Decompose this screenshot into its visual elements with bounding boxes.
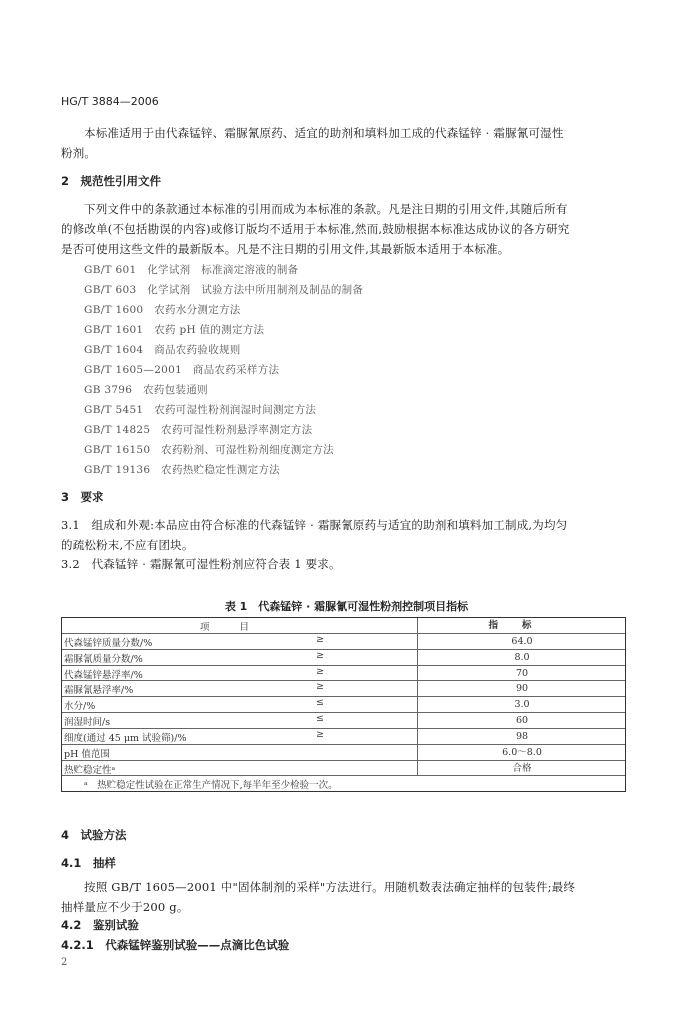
table-row (62, 666, 625, 682)
row-item: 代森锰锌质量分数/% (64, 637, 153, 649)
table-row (62, 729, 625, 745)
row-value: 合格 (417, 761, 626, 776)
table-header-row (62, 618, 625, 634)
row-value: 98 (417, 729, 626, 744)
section-2-para-line-3: 是否可使用这些文件的最新版本。凡是不注日期的引用文件,其最新版本适用于本标准。 (61, 242, 510, 256)
subsection-4-1-heading: 4.1 抽样 (61, 856, 116, 870)
ref-item: GB/T 603 化学试剂 试验方法中所用制剂及制品的制备 (84, 284, 364, 296)
section-2-para-line-2: 的修改单(不包括勘误的内容)或修订版均不适用于本标准,然而,鼓励根据本标准达成协议的各方研究 (61, 222, 570, 236)
table-row (62, 697, 625, 713)
section-4-heading: 4 试验方法 (61, 828, 127, 842)
subsection-4-2-heading: 4.2 鉴别试验 (61, 918, 139, 932)
ref-item: GB/T 19136 农药热贮稳定性测定方法 (84, 464, 280, 476)
row-value: 3.0 (417, 697, 626, 712)
intro-line-2: 粉剂。 (61, 146, 97, 160)
standard-id: HG/T 3884—2006 (61, 95, 159, 108)
row-item: 热贮稳定性ᵃ (64, 764, 116, 776)
row-item: 水分/% (64, 701, 96, 713)
subsection-4-1-line-2: 抽样量应不少于200 g。 (61, 900, 189, 914)
row-value: 64.0 (417, 634, 626, 649)
row-operator: ≥ (316, 681, 324, 693)
row-value: 6.0～8.0 (417, 745, 626, 760)
subsection-4-1-line-1: 按照 GB/T 1605—2001 中"固体制剂的采样"方法进行。用随机数表法确定抽样的包装件;最终 (84, 880, 576, 894)
table-row (62, 634, 625, 650)
ref-item: GB/T 14825 农药可湿性粉剂悬浮率测定方法 (84, 424, 313, 436)
table-row (62, 761, 625, 777)
clause-3-1-line-1: 3.1 组成和外观:本品应由符合标准的代森锰锌 · 霜脲氰原药与适宜的助剂和填料加工制成,为均匀 (61, 518, 568, 532)
table-row (62, 713, 625, 729)
requirements-table (61, 617, 626, 792)
row-item: 霜脲氰悬浮率/% (64, 685, 134, 697)
table-row (62, 745, 625, 761)
ref-item: GB 3796 农药包装通则 (84, 384, 208, 396)
clause-3-1-line-2: 的疏松粉末,不应有团块。 (61, 538, 194, 552)
row-operator: ≥ (316, 665, 324, 677)
ref-item: GB/T 16150 农药粉剂、可湿性粉剂细度测定方法 (84, 444, 334, 456)
row-value: 70 (417, 666, 626, 681)
table-footnote-row (62, 776, 625, 791)
ref-item: GB/T 1601 农药 pH 值的测定方法 (84, 324, 265, 336)
page-number: 2 (61, 957, 68, 968)
ref-item: GB/T 1600 农药水分测定方法 (84, 304, 241, 316)
row-operator: ≥ (316, 633, 324, 645)
table-footnote: ᵃ 热贮稳定性试验在正常生产情况下,每半年至少检验一次。 (84, 780, 338, 792)
row-operator: ≥ (316, 728, 324, 740)
section-3-heading: 3 要求 (61, 490, 104, 504)
header-item: 项目 (199, 622, 279, 633)
row-operator: ≥ (316, 649, 324, 661)
row-item: 霜脲氰质量分数/% (64, 653, 143, 665)
ref-item: GB/T 1605—2001 商品农药采样方法 (84, 364, 280, 376)
section-2-heading: 2 规范性引用文件 (61, 174, 162, 188)
table-row (62, 681, 625, 697)
row-item: pH 值范围 (64, 748, 110, 760)
section-2-para-line-1: 下列文件中的条款通过本标准的引用而成为本标准的条款。凡是注日期的引用文件,其随后所有 (84, 202, 568, 216)
row-operator: ≤ (316, 697, 324, 709)
ref-item: GB/T 1604 商品农药验收规则 (84, 344, 241, 356)
table-caption: 表 1 代森锰锌 · 霜脲氰可湿性粉剂控制项目指标 (224, 600, 469, 613)
row-item: 代森锰锌悬浮率/% (64, 669, 143, 681)
row-value: 90 (417, 681, 626, 696)
clause-3-2: 3.2 代森锰锌 · 霜脲氰可湿性粉剂应符合表 1 要求。 (61, 557, 341, 571)
header-index: 指标 (417, 618, 626, 633)
row-value: 8.0 (417, 650, 626, 665)
table-row (62, 650, 625, 666)
subsection-4-2-1-heading: 4.2.1 代森锰锌鉴别试验——点滴比色试验 (61, 938, 290, 952)
intro-line-1: 本标准适用于由代森锰锌、霜脲氰原药、适宜的助剂和填料加工成的代森锰锌 · 霜脲氰可湿性 (84, 126, 564, 140)
ref-item: GB/T 5451 农药可湿性粉剂润湿时间测定方法 (84, 404, 317, 416)
row-value: 60 (417, 713, 626, 728)
row-operator: ≤ (316, 713, 324, 725)
row-item: 润湿时间/s (64, 717, 111, 729)
row-item: 细度(通过 45 μm 试验筛)/% (64, 732, 187, 744)
ref-item: GB/T 601 化学试剂 标准滴定溶液的制备 (84, 264, 299, 276)
